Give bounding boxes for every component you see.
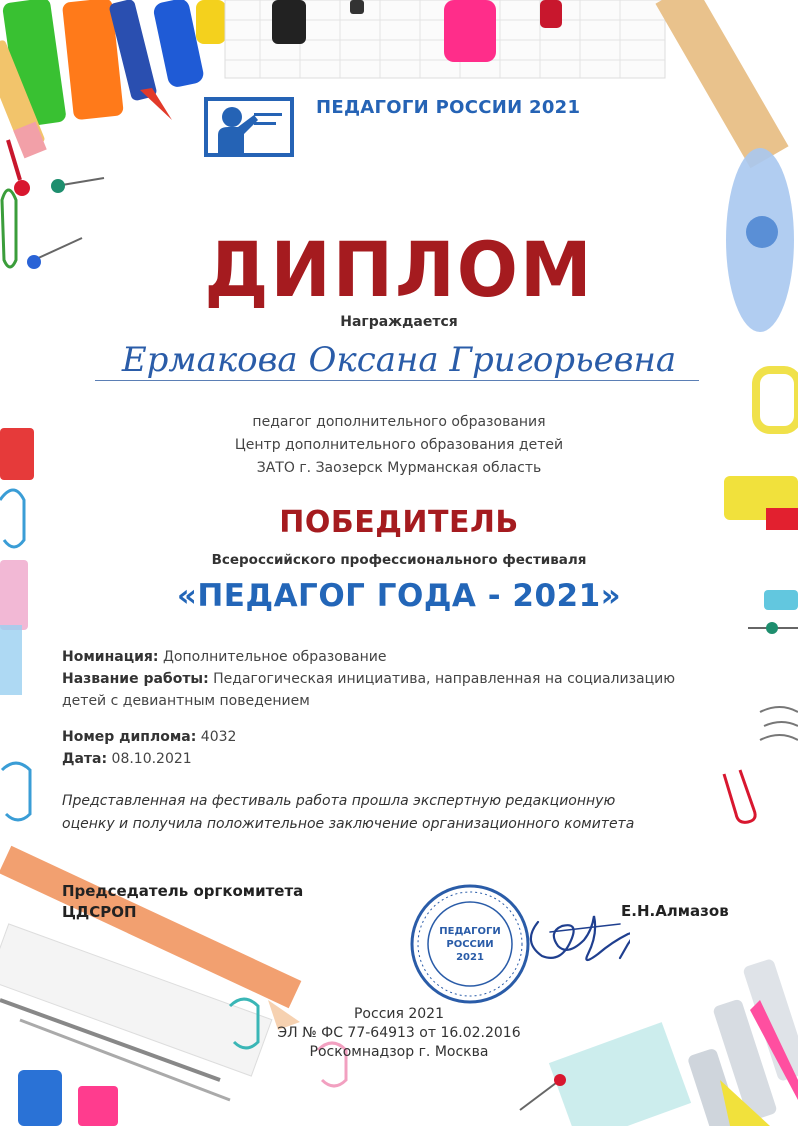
number-value: 4032 bbox=[200, 729, 237, 745]
signer-name: Е.Н.Алмазов bbox=[621, 902, 729, 920]
expert-note bbox=[62, 790, 702, 836]
recipient-name: Ермакова Оксана Григорьевна bbox=[121, 340, 677, 380]
nomination-row bbox=[62, 646, 386, 668]
date-row bbox=[62, 748, 192, 770]
position-line-2: Центр дополнительного образования детей bbox=[234, 437, 564, 453]
winner-label: ПОБЕДИТЕЛЬ bbox=[279, 505, 519, 540]
date-value: 08.10.2021 bbox=[111, 751, 192, 767]
notebook-top bbox=[225, 0, 665, 78]
position-line-1: педагог дополнительного образования bbox=[252, 414, 546, 430]
organization-seal bbox=[408, 882, 532, 1006]
supplies-left bbox=[0, 428, 34, 820]
work-label: Название работы: bbox=[62, 671, 209, 687]
nomination-value: Дополнительное образование bbox=[162, 649, 387, 665]
seal-line-2: РОССИИ bbox=[446, 939, 494, 950]
chair-line-2: ЦДСРОП bbox=[62, 903, 137, 921]
work-value-line-2: детей с девиантным поведением bbox=[62, 693, 310, 709]
number-label: Номер диплома: bbox=[62, 729, 197, 745]
supplies-bottom-right bbox=[520, 958, 798, 1126]
diploma-number-row bbox=[62, 726, 236, 748]
chair-title bbox=[62, 881, 303, 923]
note-line-1: Представленная на фестиваль работа прошла экспертную редакционную bbox=[62, 793, 616, 809]
work-title-row bbox=[62, 668, 675, 690]
awarded-label: Награждается bbox=[340, 314, 458, 330]
teacher-board-icon bbox=[204, 97, 294, 161]
diploma-title: ДИПЛОМ bbox=[204, 225, 594, 315]
markers-top-left bbox=[0, 0, 226, 158]
festival-subtitle: Всероссийского профессионального фестиваля bbox=[211, 552, 587, 568]
footer-line-3: Роскомнадзор г. Москва bbox=[309, 1044, 489, 1060]
work-value-line-1: Педагогическая инициатива, направленная на социализацию bbox=[213, 671, 676, 687]
name-underline bbox=[95, 380, 699, 381]
footer-line-2: ЭЛ № ФС 77-64913 от 16.02.2016 bbox=[277, 1025, 521, 1041]
position-line-3: ЗАТО г. Заозерск Мурманская область bbox=[256, 460, 542, 476]
seal-line-3: 2021 bbox=[456, 952, 484, 963]
note-line-2: оценку и получила положительное заключение организационного комитета bbox=[62, 816, 635, 832]
festival-name: «ПЕДАГОГ ГОДА - 2021» bbox=[176, 578, 622, 614]
chair-line-1: Председатель оргкомитета bbox=[62, 882, 304, 900]
header-title: ПЕДАГОГИ РОССИИ 2021 bbox=[316, 97, 581, 118]
nomination-label: Номинация: bbox=[62, 649, 159, 665]
handwritten-signature bbox=[520, 892, 630, 972]
footer-line-1: Россия 2021 bbox=[353, 1006, 444, 1022]
date-label: Дата: bbox=[62, 751, 108, 767]
seal-line-1: ПЕДАГОГИ bbox=[439, 926, 501, 937]
